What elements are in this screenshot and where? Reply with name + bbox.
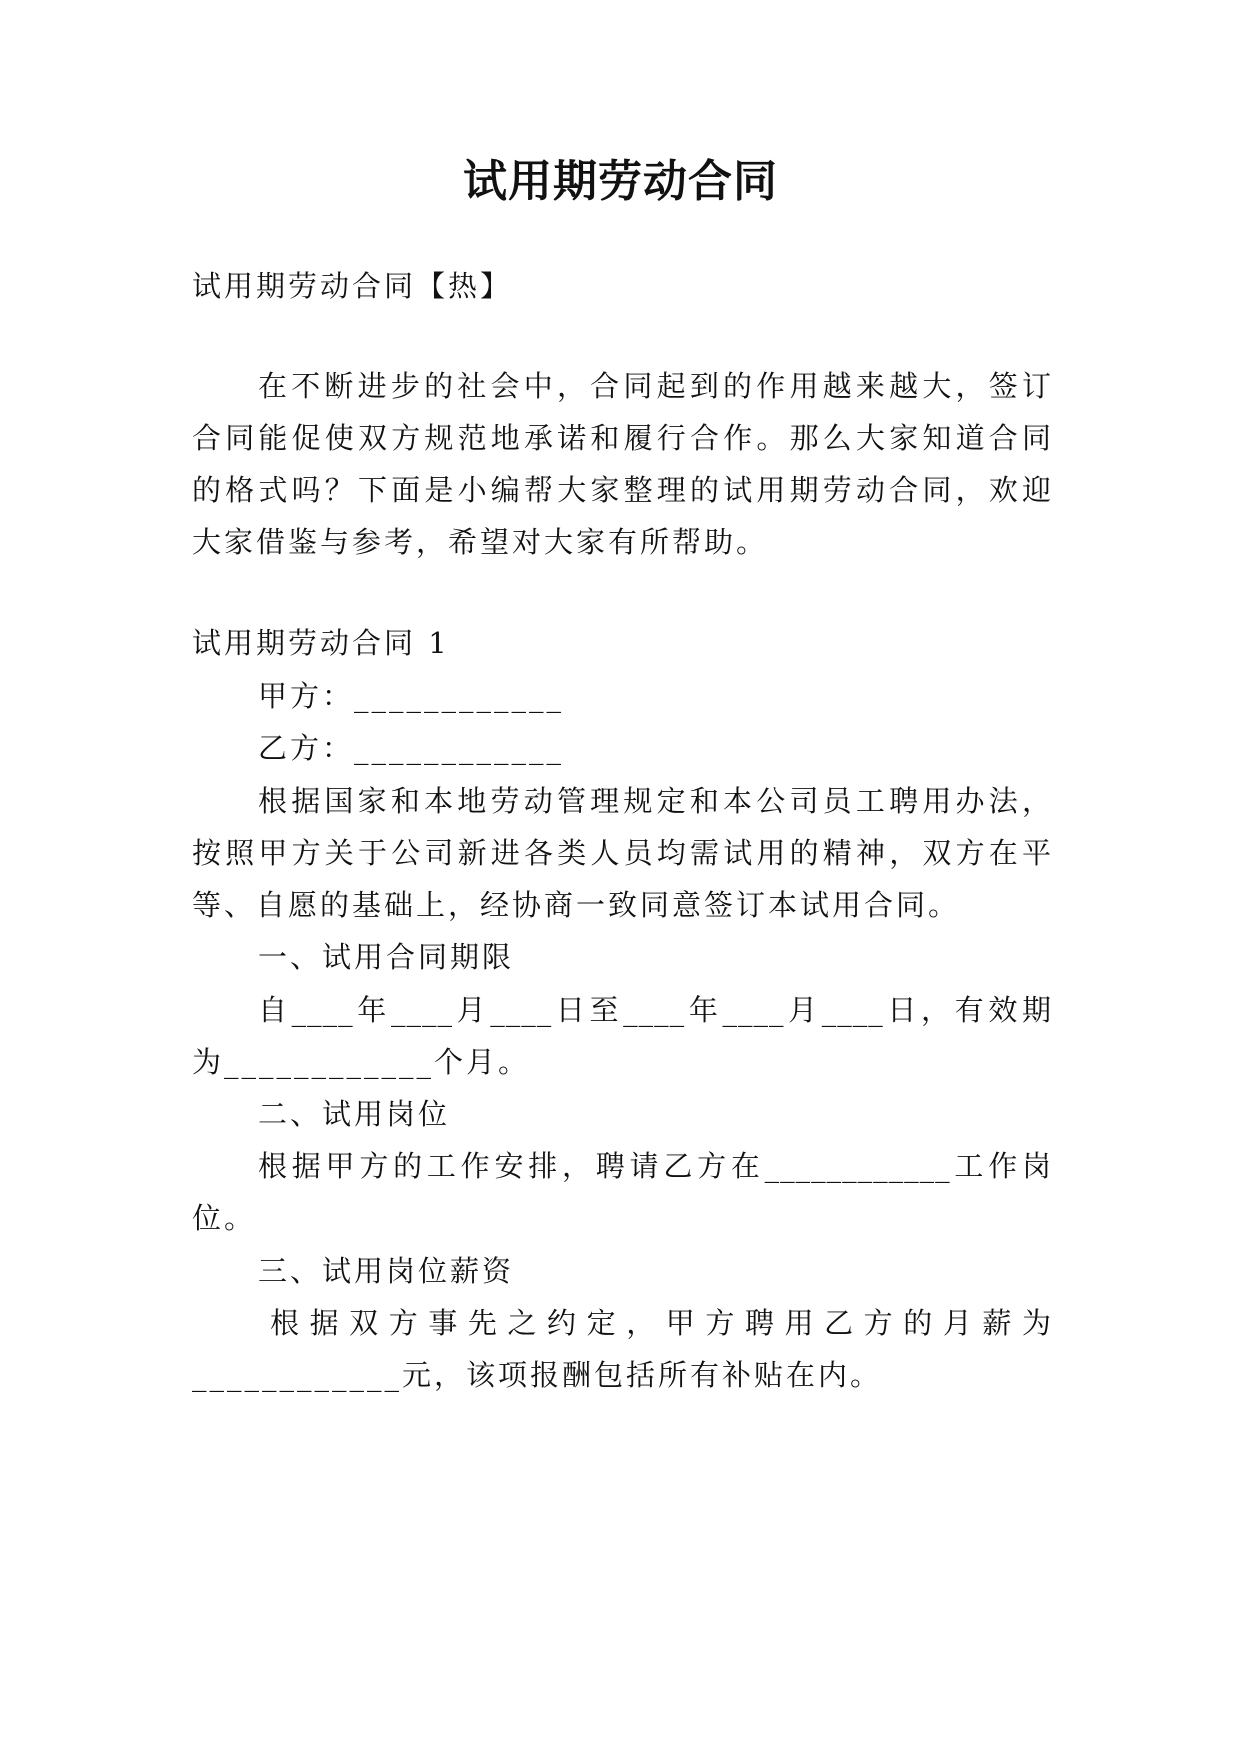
party-a-line: 甲方：____________ [258, 679, 565, 713]
section-1-title: 一、试用合同期限 [258, 940, 515, 974]
preamble-line-2: 按照甲方关于公司新进各类人员均需试用的精神，双方在平 [192, 836, 1052, 870]
section-2-title: 二、试用岗位 [258, 1097, 451, 1131]
section-1-line-1: 自____年____月____日至____年____月____日，有效期 [258, 993, 1052, 1027]
section-3-line-2: ____________元，该项报酬包括所有补贴在内。 [192, 1358, 883, 1392]
party-b-line: 乙方：____________ [258, 731, 565, 765]
section-2-line-1: 根据甲方的工作安排，聘请乙方在____________工作岗 [258, 1149, 1052, 1183]
section-2-line-2: 位。 [192, 1201, 257, 1235]
preamble-line-1: 根据国家和本地劳动管理规定和本公司员工聘用办法， [258, 784, 1052, 818]
document-title: 试用期劳动合同 [463, 156, 778, 207]
intro-line-1: 在不断进步的社会中，合同起到的作用越来越大，签订 [258, 369, 1052, 403]
document-subtitle: 试用期劳动合同【热】 [192, 269, 513, 303]
preamble-line-3: 等、自愿的基础上，经协商一致同意签订本试用合同。 [192, 888, 961, 922]
section-3-line-1: 根据双方事先之约定，甲方聘用乙方的月薪为 [270, 1306, 1052, 1340]
intro-line-2: 合同能促使双方规范地承诺和履行合作。那么大家知道合同 [192, 421, 1052, 455]
section-1-line-2: 为____________个月。 [192, 1045, 531, 1079]
intro-line-4: 大家借鉴与参考，希望对大家有所帮助。 [192, 525, 769, 559]
section-3-title: 三、试用岗位薪资 [258, 1254, 515, 1288]
contract-heading: 试用期劳动合同 1 [192, 626, 450, 660]
intro-line-3: 的格式吗？下面是小编帮大家整理的试用期劳动合同，欢迎 [192, 473, 1052, 507]
